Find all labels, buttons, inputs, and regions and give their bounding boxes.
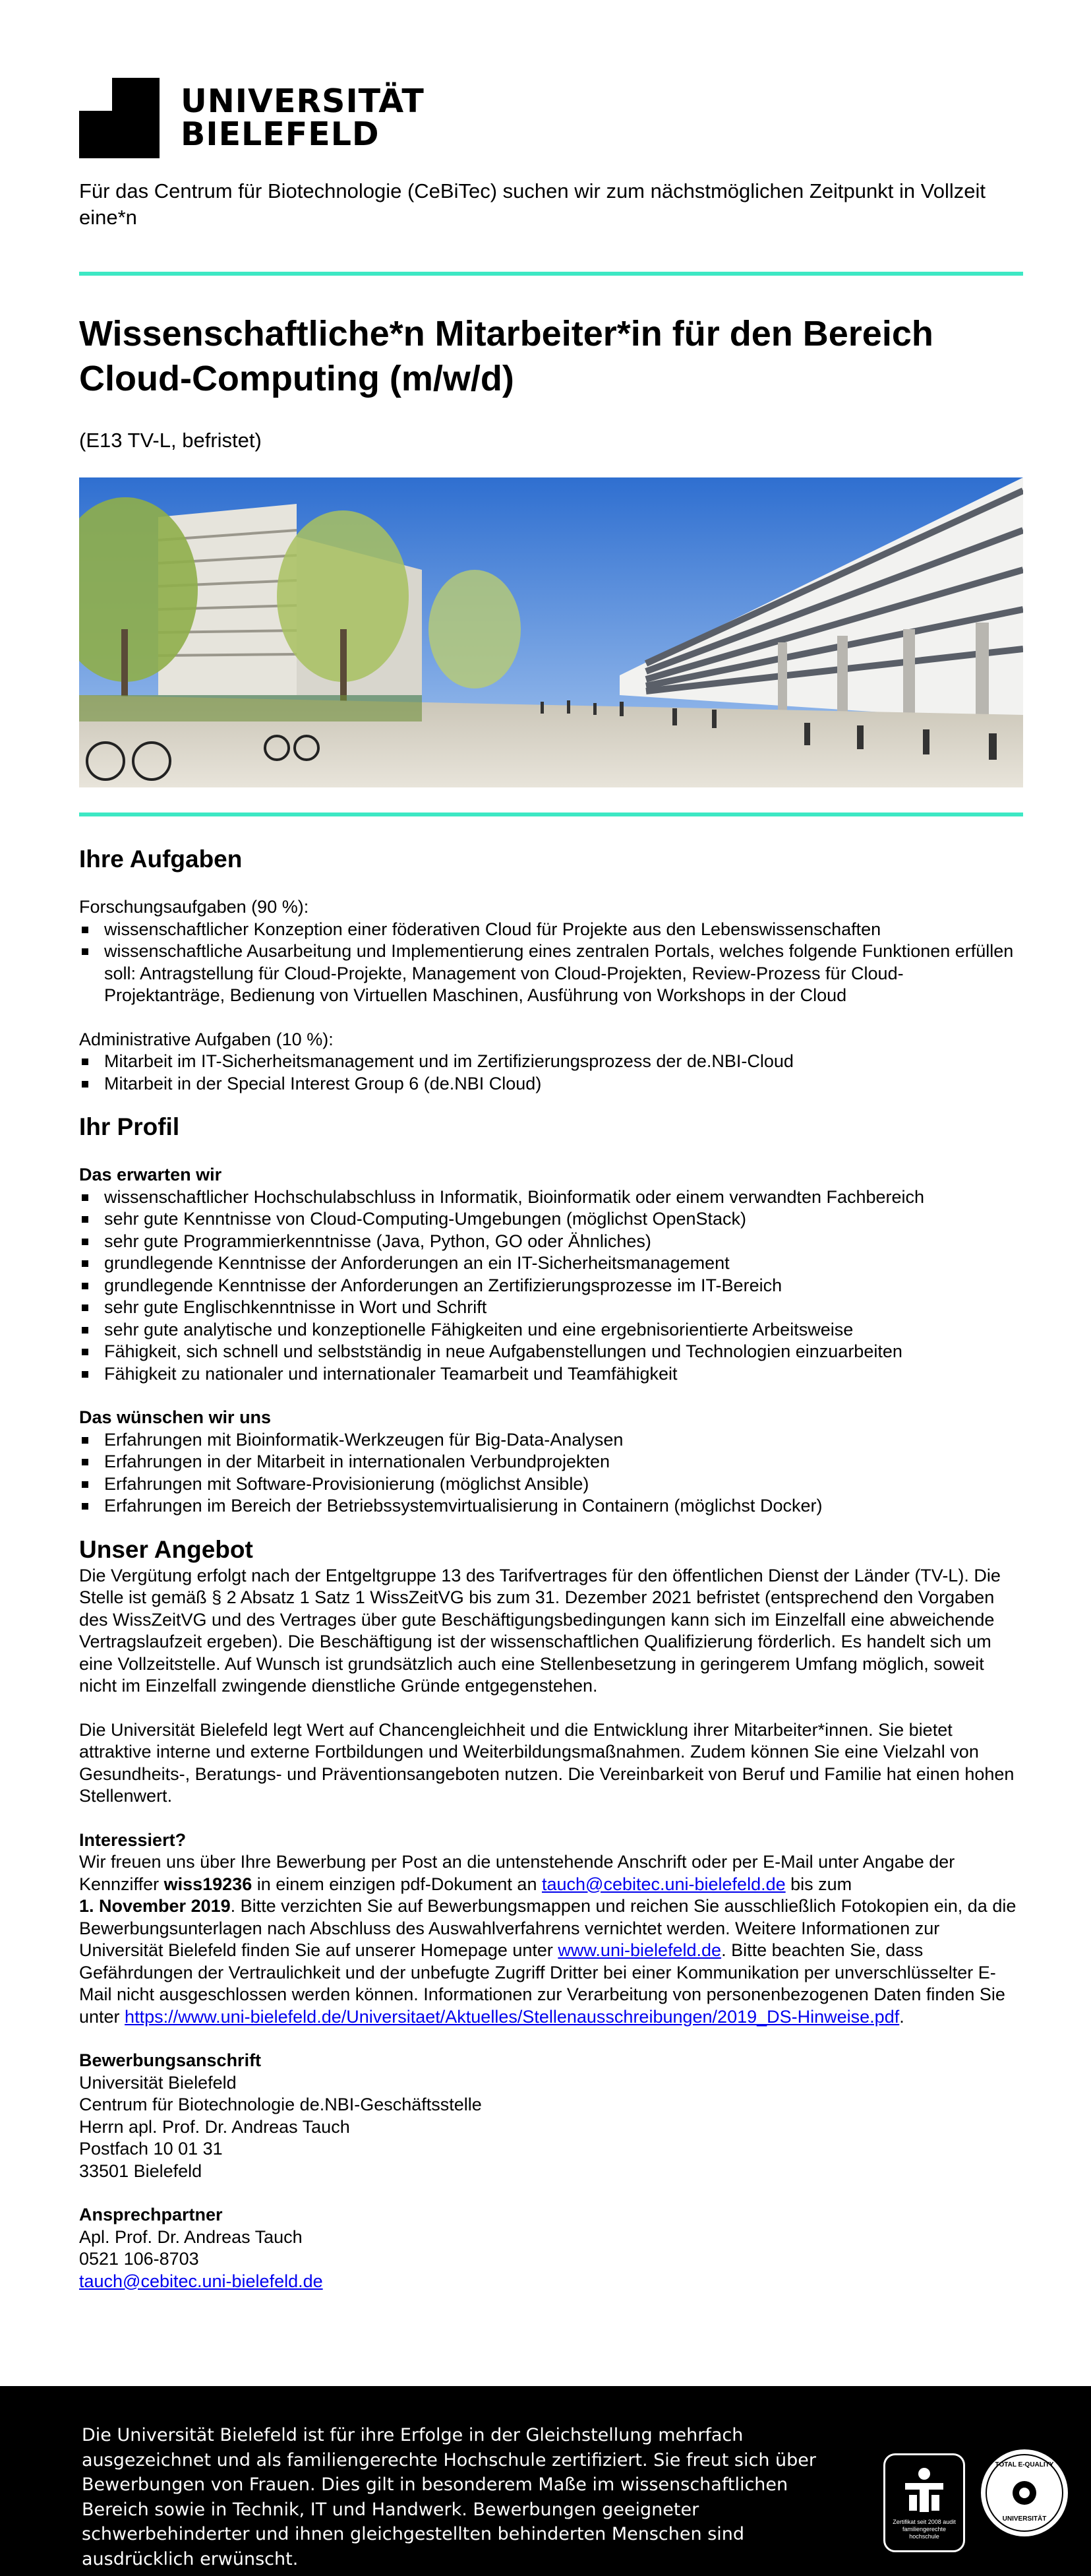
list-item: sehr gute analytische und konzeptionelle Fähigkeiten und eine ergebnisorientierte Arbeitsweise	[79, 1319, 1023, 1341]
list-item: Erfahrungen mit Bioinformatik-Werkzeugen für Big-Data-Analysen	[79, 1429, 1023, 1452]
audit-familiengerechte-hochschule-badge	[883, 2453, 965, 2552]
logo-mark-icon	[79, 78, 160, 158]
list-item: sehr gute Kenntnisse von Cloud-Computing-Umgebungen (möglichst OpenStack)	[79, 1208, 1023, 1231]
badge-top-text: TOTAL E-QUALITY	[995, 2461, 1054, 2469]
admin-list	[79, 1051, 1023, 1095]
campus-photo	[79, 477, 1023, 787]
accent-divider-top	[79, 272, 1023, 276]
badge-bottom-text: UNIVERSITÄT	[1002, 2515, 1047, 2523]
wish-heading: Das wünschen wir uns	[79, 1407, 272, 1427]
list-item: sehr gute Programmierkenntnisse (Java, Python, GO oder Ähnliches)	[79, 1231, 1023, 1253]
accent-divider-bottom	[79, 813, 1023, 816]
logo-line-2: BIELEFELD	[181, 115, 380, 153]
audit-badge-text: Zertifikat seit 2008 audit familiengerechte hochschule	[893, 2519, 956, 2540]
list-item: Mitarbeit in der Special Interest Group 6 (de.NBI Cloud)	[79, 1073, 1023, 1095]
list-item: sehr gute Englischkenntnisse in Wort und Schrift	[79, 1297, 1023, 1319]
application-text: .	[899, 2006, 904, 2027]
homepage-link[interactable]: www.uni-bielefeld.de	[558, 1940, 722, 1960]
list-item: Mitarbeit im IT-Sicherheitsmanagement und im Zertifizierungsprozess der de.NBI-Cloud	[79, 1051, 1023, 1073]
address-line: Postfach 10 01 31	[79, 2139, 223, 2159]
logo-line-1: UNIVERSITÄT	[181, 82, 425, 120]
application-text: in einem einzigen pdf-Dokument an	[252, 1874, 542, 1894]
contact-name: Apl. Prof. Dr. Andreas Tauch	[79, 2226, 303, 2247]
list-item: wissenschaftlicher Hochschulabschluss in Informatik, Bioinformatik oder einem verwandten Fachbereich	[79, 1186, 1023, 1209]
section-heading-aufgaben: Ihre Aufgaben	[79, 845, 243, 873]
contact-email-link[interactable]: tauch@cebitec.uni-bielefeld.de	[79, 2271, 323, 2291]
expect-heading: Das erwarten wir	[79, 1165, 222, 1184]
intro-text: Für das Centrum für Biotechnologie (CeBiTec) suchen wir zum nächstmöglichen Zeitpunkt in Vollzeit eine*n	[79, 179, 986, 229]
list-item: grundlegende Kenntnisse der Anforderungen an ein IT-Sicherheitsmanagement	[79, 1252, 1023, 1275]
contact-phone: 0521 106-8703	[79, 2249, 199, 2269]
interessiert-heading: Interessiert?	[79, 1829, 187, 1850]
footer-banner	[0, 2386, 1091, 2576]
research-list	[79, 919, 1023, 1007]
section-heading-angebot: Unser Angebot	[79, 1535, 253, 1563]
contact-heading: Ansprechpartner	[79, 2205, 223, 2224]
privacy-info-link[interactable]: https://www.uni-bielefeld.de/Universitaet/Aktuelles/Stellenausschreibungen/2019_DS-Hinweise.pdf	[125, 2006, 900, 2027]
list-item: Erfahrungen im Bereich der Betriebssystemvirtualisierung in Containern (möglichst Docker)	[79, 1495, 1023, 1518]
logo-wordmark	[181, 82, 425, 153]
application-text: . Bitte beachten Sie, dass Gefährdungen der Vertraulichkeit und der unbefugte Zugriff Dritter bei einer Kommunikation per unverschlüsselter E-Mail nicht ausgeschlossen werden können. Informationen zur Verarbeitung von personenbezogenen Daten finden Sie unter	[79, 1940, 1005, 2027]
kennziffer: wiss19236	[163, 1874, 252, 1894]
application-text: bis zum	[785, 1874, 852, 1894]
list-item: Erfahrungen in der Mitarbeit in internationalen Verbundprojekten	[79, 1451, 1023, 1473]
wish-list	[79, 1429, 1023, 1518]
address-line: Universität Bielefeld	[79, 2072, 237, 2093]
total-e-quality-badge	[981, 2449, 1068, 2536]
application-paragraph	[79, 1851, 1023, 2028]
address-line: Centrum für Biotechnologie de.NBI-Geschäftsstelle	[79, 2095, 482, 2114]
university-logo	[79, 78, 425, 158]
angebot-paragraph-1: Die Vergütung erfolgt nach der Entgeltgruppe 13 des Tarifvertrages für den öffentlichen Dienst der Länder (TV-L). Die Stelle ist gemäß § 2 Absatz 1 Satz 1 WissZeitVG bis zum 31. Dezember 2021 befristet (entsprechend den Vorgaben des WissZeitVG und des Vertrages über gute Beschäftigungsbedingungen kann sich im Einzelfall eine abweichende Vertragslaufzeit ergeben). Die Beschäftigung ist der wissenschaftlichen Qualifizierung förderlich. Es handelt sich um eine Vollzeitstelle. Auf Wunsch ist grundsätzlich auch eine Stellenbesetzung in geringerem Umfang möglich, soweit nicht im Einzelfall zwingende dienstliche Gründe entgegenstehen.	[79, 1565, 1001, 1696]
job-content	[79, 844, 1023, 2292]
expect-list	[79, 1186, 1023, 1386]
deadline: 1. November 2019	[79, 1896, 231, 1916]
list-item: Fähigkeit zu nationaler und internationaler Teamarbeit und Teamfähigkeit	[79, 1363, 1023, 1386]
job-title: Wissenschaftliche*n Mitarbeiter*in für den Bereich Cloud-Computing (m/w/d)	[79, 314, 933, 398]
list-item: Erfahrungen mit Software-Provisionierung (möglichst Ansible)	[79, 1473, 1023, 1496]
email-link[interactable]: tauch@cebitec.uni-bielefeld.de	[541, 1874, 786, 1894]
application-text: . Bitte verzichten Sie auf Bewerbungsmappen und reichen Sie ausschließlich Fotokopien ein, da die Bewerbungsunterlagen nach Abschluss des Auswahlverfahrens vernichtet werden. Weitere Informationen zur Universität Bielefeld finden Sie auf unserer Homepage unter	[79, 1896, 1017, 1960]
footer-text: Die Universität Bielefeld ist für ihre Erfolge in der Gleichstellung mehrfach ausgezeichnet und als familiengerechte Hochschule zertifiziert. Sie freut sich über Bewerbungen von Frauen. Dies gilt in besonderem Maße im wissenschaftlichen Bereich sowie in Technik, IT und Handwerk. Bewerbungen geeigneter schwerbehinderter und ihnen gleichgestellten behinderten Menschen sind ausdrücklich erwünscht.	[82, 2425, 816, 2569]
research-intro: Forschungsaufgaben (90 %):	[79, 897, 309, 917]
section-heading-profil: Ihr Profil	[79, 1113, 180, 1140]
angebot-paragraph-2: Die Universität Bielefeld legt Wert auf Chancengleichheit und die Entwicklung ihrer Mitarbeiter*innen. Sie bietet attraktive interne und externe Fortbildungen und Weiterbildungsmaßnahmen. Zudem können Sie eine Vielzahl von Gesundheits-, Beratungs- und Präventionsangeboten nutzen. Die Vereinbarkeit von Beruf und Familie hat einen hohen Stellenwert.	[79, 1719, 1015, 1806]
application-text: Wir freuen uns über Ihre Bewerbung per Post an die untenstehende Anschrift oder per E-Mail unter Angabe der Kennziffer	[79, 1852, 955, 1894]
job-subtitle: (E13 TV-L, befristet)	[79, 429, 262, 452]
list-item: grundlegende Kenntnisse der Anforderungen an Zertifizierungsprozesse im IT-Bereich	[79, 1275, 1023, 1297]
list-item: wissenschaftlicher Konzeption einer föderativen Cloud für Projekte aus den Lebenswissenschaften	[79, 919, 1023, 941]
list-item: Fähigkeit, sich schnell und selbstständig in neue Aufgabenstellungen und Technologien einzuarbeiten	[79, 1341, 1023, 1363]
address-line: Herrn apl. Prof. Dr. Andreas Tauch	[79, 2116, 350, 2137]
list-item: wissenschaftliche Ausarbeitung und Implementierung eines zentralen Portals, welches folgende Funktionen erfüllen soll: Antragstellung für Cloud-Projekte, Management von Cloud-Projekten, Review-Prozess für Cloud-Projektanträge, Bedienung von Virtuellen Maschinen, Ausführung von Workshops in der Cloud	[79, 940, 1023, 1007]
anschrift-heading: Bewerbungsanschrift	[79, 2050, 262, 2070]
address-line: 33501 Bielefeld	[79, 2161, 202, 2181]
admin-intro: Administrative Aufgaben (10 %):	[79, 1029, 334, 1049]
